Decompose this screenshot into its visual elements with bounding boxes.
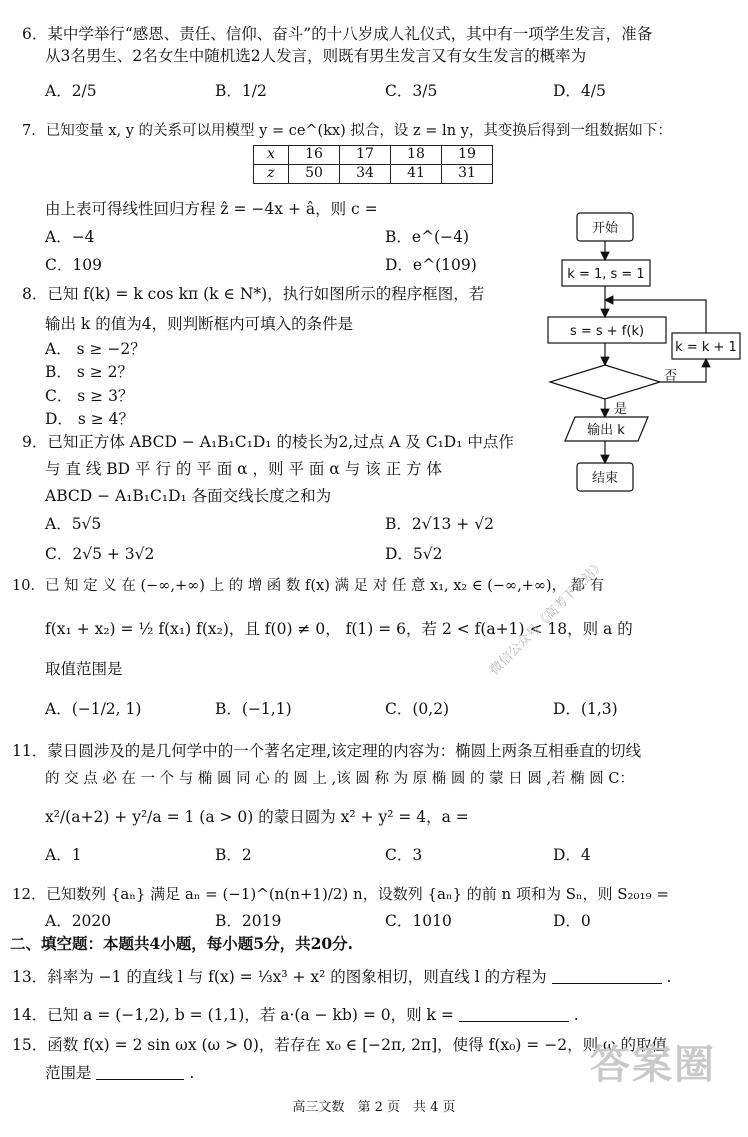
- q12-option-d: D．0: [553, 912, 591, 930]
- q9-option-b: B．2√13 + √2: [385, 515, 494, 533]
- q6-stem-line2: 从3名男生、2名女生中随机选2人发言，则既有男生发言又有女生发言的概率为: [45, 47, 587, 65]
- q8-option-b: B． s ≥ 2？: [45, 363, 133, 381]
- q14-answer-blank[interactable]: [459, 1007, 569, 1022]
- q10-option-b: B．(−1,1): [215, 700, 292, 718]
- table-header-x: x: [254, 146, 289, 165]
- q15-text2: 范围是: [45, 1064, 92, 1082]
- table-row: [254, 146, 493, 165]
- page-footer: 高三文数 第 2 页 共 4 页: [292, 1100, 456, 1115]
- q9-stem-line3: ABCD − A₁B₁C₁D₁ 各面交线长度之和为: [45, 487, 332, 505]
- q11-stem-line2: 的 交 点 必 在 一 个 与 椭 圆 同 心 的 圆 上 ,该 圆 称 为 原 椭 圆 的 蒙 日 圆 ,若 椭 圆 C：: [45, 771, 634, 787]
- q12-option-c: C．1010: [385, 912, 452, 930]
- q7-stem-line2: 由上表可得线性回归方程 ẑ = −4x + â，则 c =: [45, 200, 378, 218]
- flow-start-label: 开始: [591, 221, 619, 236]
- q10-option-d: D．(1,3): [553, 700, 618, 718]
- q7-stem-line1: 7．已知变量 x, y 的关系可以用模型 y = ce^(kx) 拟合，设 z = ln y，其变换后得到一组数据如下：: [22, 123, 672, 139]
- section-2-heading: 二、填空题：本题共4小题，每小题5分，共20分.: [10, 934, 354, 953]
- q8-stem-line1: 8．已知 f(k) = k cos kπ (k ∈ N*)，执行如图所示的程序框图，若: [22, 285, 485, 303]
- q15-answer-blank[interactable]: [96, 1065, 184, 1080]
- q6-stem-line1: 6．某中学举行“感恩、责任、信仰、奋斗”的十八岁成人礼仪式，其中有一项学生发言，准备: [22, 25, 653, 43]
- q7-option-c: C．109: [45, 256, 102, 274]
- q9-option-c: C．2√5 + 3√2: [45, 545, 155, 563]
- q13-text: 13．斜率为 −1 的直线 l 与 f(x) = ⅓x³ + x² 的图象相切，则直线 l 的方程为: [12, 968, 547, 986]
- flow-sum-label: s = s + f(k): [569, 324, 645, 339]
- flow-decision-diamond: [550, 365, 660, 399]
- q8-option-d: D． s ≥ 4？: [45, 410, 135, 428]
- q6-option-d: D．4/5: [553, 82, 606, 100]
- q10-stem-line3: 取值范围是: [45, 660, 123, 678]
- flow-increment-label: k = k + 1: [675, 340, 737, 355]
- q6-option-a: A．2/5: [45, 82, 97, 100]
- q12-option-a: A．2020: [45, 912, 112, 930]
- flow-init-label: k = 1, s = 1: [567, 267, 645, 282]
- answer-circle-logo: 答案圈: [590, 1042, 716, 1088]
- q14-text: 14．已知 a = (−1,2), b = (1,1)，若 a·(a − kb) = 0，则 k =: [12, 1006, 454, 1024]
- q10-stem-line2: f(x₁ + x₂) = ½ f(x₁) f(x₂)，且 f(0) ≠ 0， f(1) = 6，若 2 < f(a+1) < 18，则 a 的: [45, 620, 633, 638]
- table-header-z: z: [254, 165, 289, 184]
- q11-stem-line3: x²/(a+2) + y²/a = 1 (a > 0) 的蒙日圆为 x² + y² = 4，a =: [45, 808, 469, 826]
- q8-stem-line2: 输出 k 的值为4，则判断框内可填入的条件是: [45, 315, 354, 333]
- q14-tail: .: [573, 1006, 579, 1024]
- q8-option-a: A． s ≥ −2？: [45, 340, 146, 358]
- table-cell: 19: [442, 146, 493, 165]
- q10-option-a: A．(−1/2, 1): [45, 700, 142, 718]
- q9-stem-line1: 9．已知正方体 ABCD − A₁B₁C₁D₁ 的棱长为2,过点 A 及 C₁D₁ 中点作: [22, 433, 514, 451]
- q7-option-d: D．e^(109): [385, 256, 477, 274]
- q11-option-b: B．2: [215, 846, 252, 864]
- q11-option-c: C．3: [385, 846, 423, 864]
- table-cell: 31: [442, 165, 493, 184]
- table-cell: 17: [340, 146, 391, 165]
- q10-option-c: C．(0,2): [385, 700, 450, 718]
- table-cell: 41: [391, 165, 442, 184]
- q13-stem: [12, 968, 671, 987]
- q13-tail: .: [666, 968, 672, 986]
- q8-option-c: C． s ≥ 3？: [45, 387, 134, 405]
- table-cell: 18: [391, 146, 442, 165]
- q11-option-d: D．4: [553, 846, 591, 864]
- watermark-text: 微信公众号《高考下载站》: [487, 557, 609, 679]
- flow-output-label: 输出 k: [587, 423, 625, 438]
- q15-stem-line1: 15．函数 f(x) = 2 sin ωx (ω > 0)，若存在 x₀ ∈ [−2π, 2π]，使得 f(x₀) = −2，则 ω 的取值: [12, 1036, 668, 1054]
- q15-tail: .: [189, 1064, 195, 1082]
- q11-option-a: A．1: [45, 846, 82, 864]
- q9-option-d: D．5√2: [385, 545, 443, 563]
- flow-yes-label: 是: [614, 402, 628, 417]
- table-cell: 34: [340, 165, 391, 184]
- flowchart-svg: [540, 205, 745, 505]
- q7-data-table: [253, 145, 493, 184]
- table-row: [254, 165, 493, 184]
- q12-option-b: B．2019: [215, 912, 282, 930]
- program-flowchart: [540, 205, 745, 505]
- q7-option-b: B．e^(−4): [385, 228, 469, 246]
- q15-stem-line2: [45, 1064, 194, 1083]
- table-cell: 16: [289, 146, 340, 165]
- q13-answer-blank[interactable]: [552, 969, 662, 984]
- q6-option-b: B．1/2: [215, 82, 267, 100]
- q6-option-c: C．3/5: [385, 82, 438, 100]
- q9-option-a: A．5√5: [45, 515, 102, 533]
- q11-stem-line1: 11．蒙日圆涉及的是几何学中的一个著名定理,该定理的内容为：椭圆上两条互相垂直的切线: [12, 742, 642, 760]
- flow-end-label: 结束: [591, 471, 619, 486]
- q9-stem-line2: 与 直 线 BD 平 行 的 平 面 α ，则 平 面 α 与 该 正 方 体: [45, 460, 442, 478]
- q12-stem-line1: 12．已知数列 {aₙ} 满足 aₙ = (−1)^(n(n+1)/2) n，设数列 {aₙ} 的前 n 项和为 Sₙ，则 S₂₀₁₉ =: [12, 885, 669, 903]
- q14-stem: [12, 1006, 579, 1025]
- q10-stem-line1: 10．已 知 定 义 在 (−∞,+∞) 上 的 增 函 数 f(x) 满 足 对 任 意 x₁, x₂ ∈ (−∞,+∞)， 都 有: [12, 578, 605, 594]
- flow-no-label: 否: [664, 369, 678, 384]
- table-cell: 50: [289, 165, 340, 184]
- q7-option-a: A．−4: [45, 228, 95, 246]
